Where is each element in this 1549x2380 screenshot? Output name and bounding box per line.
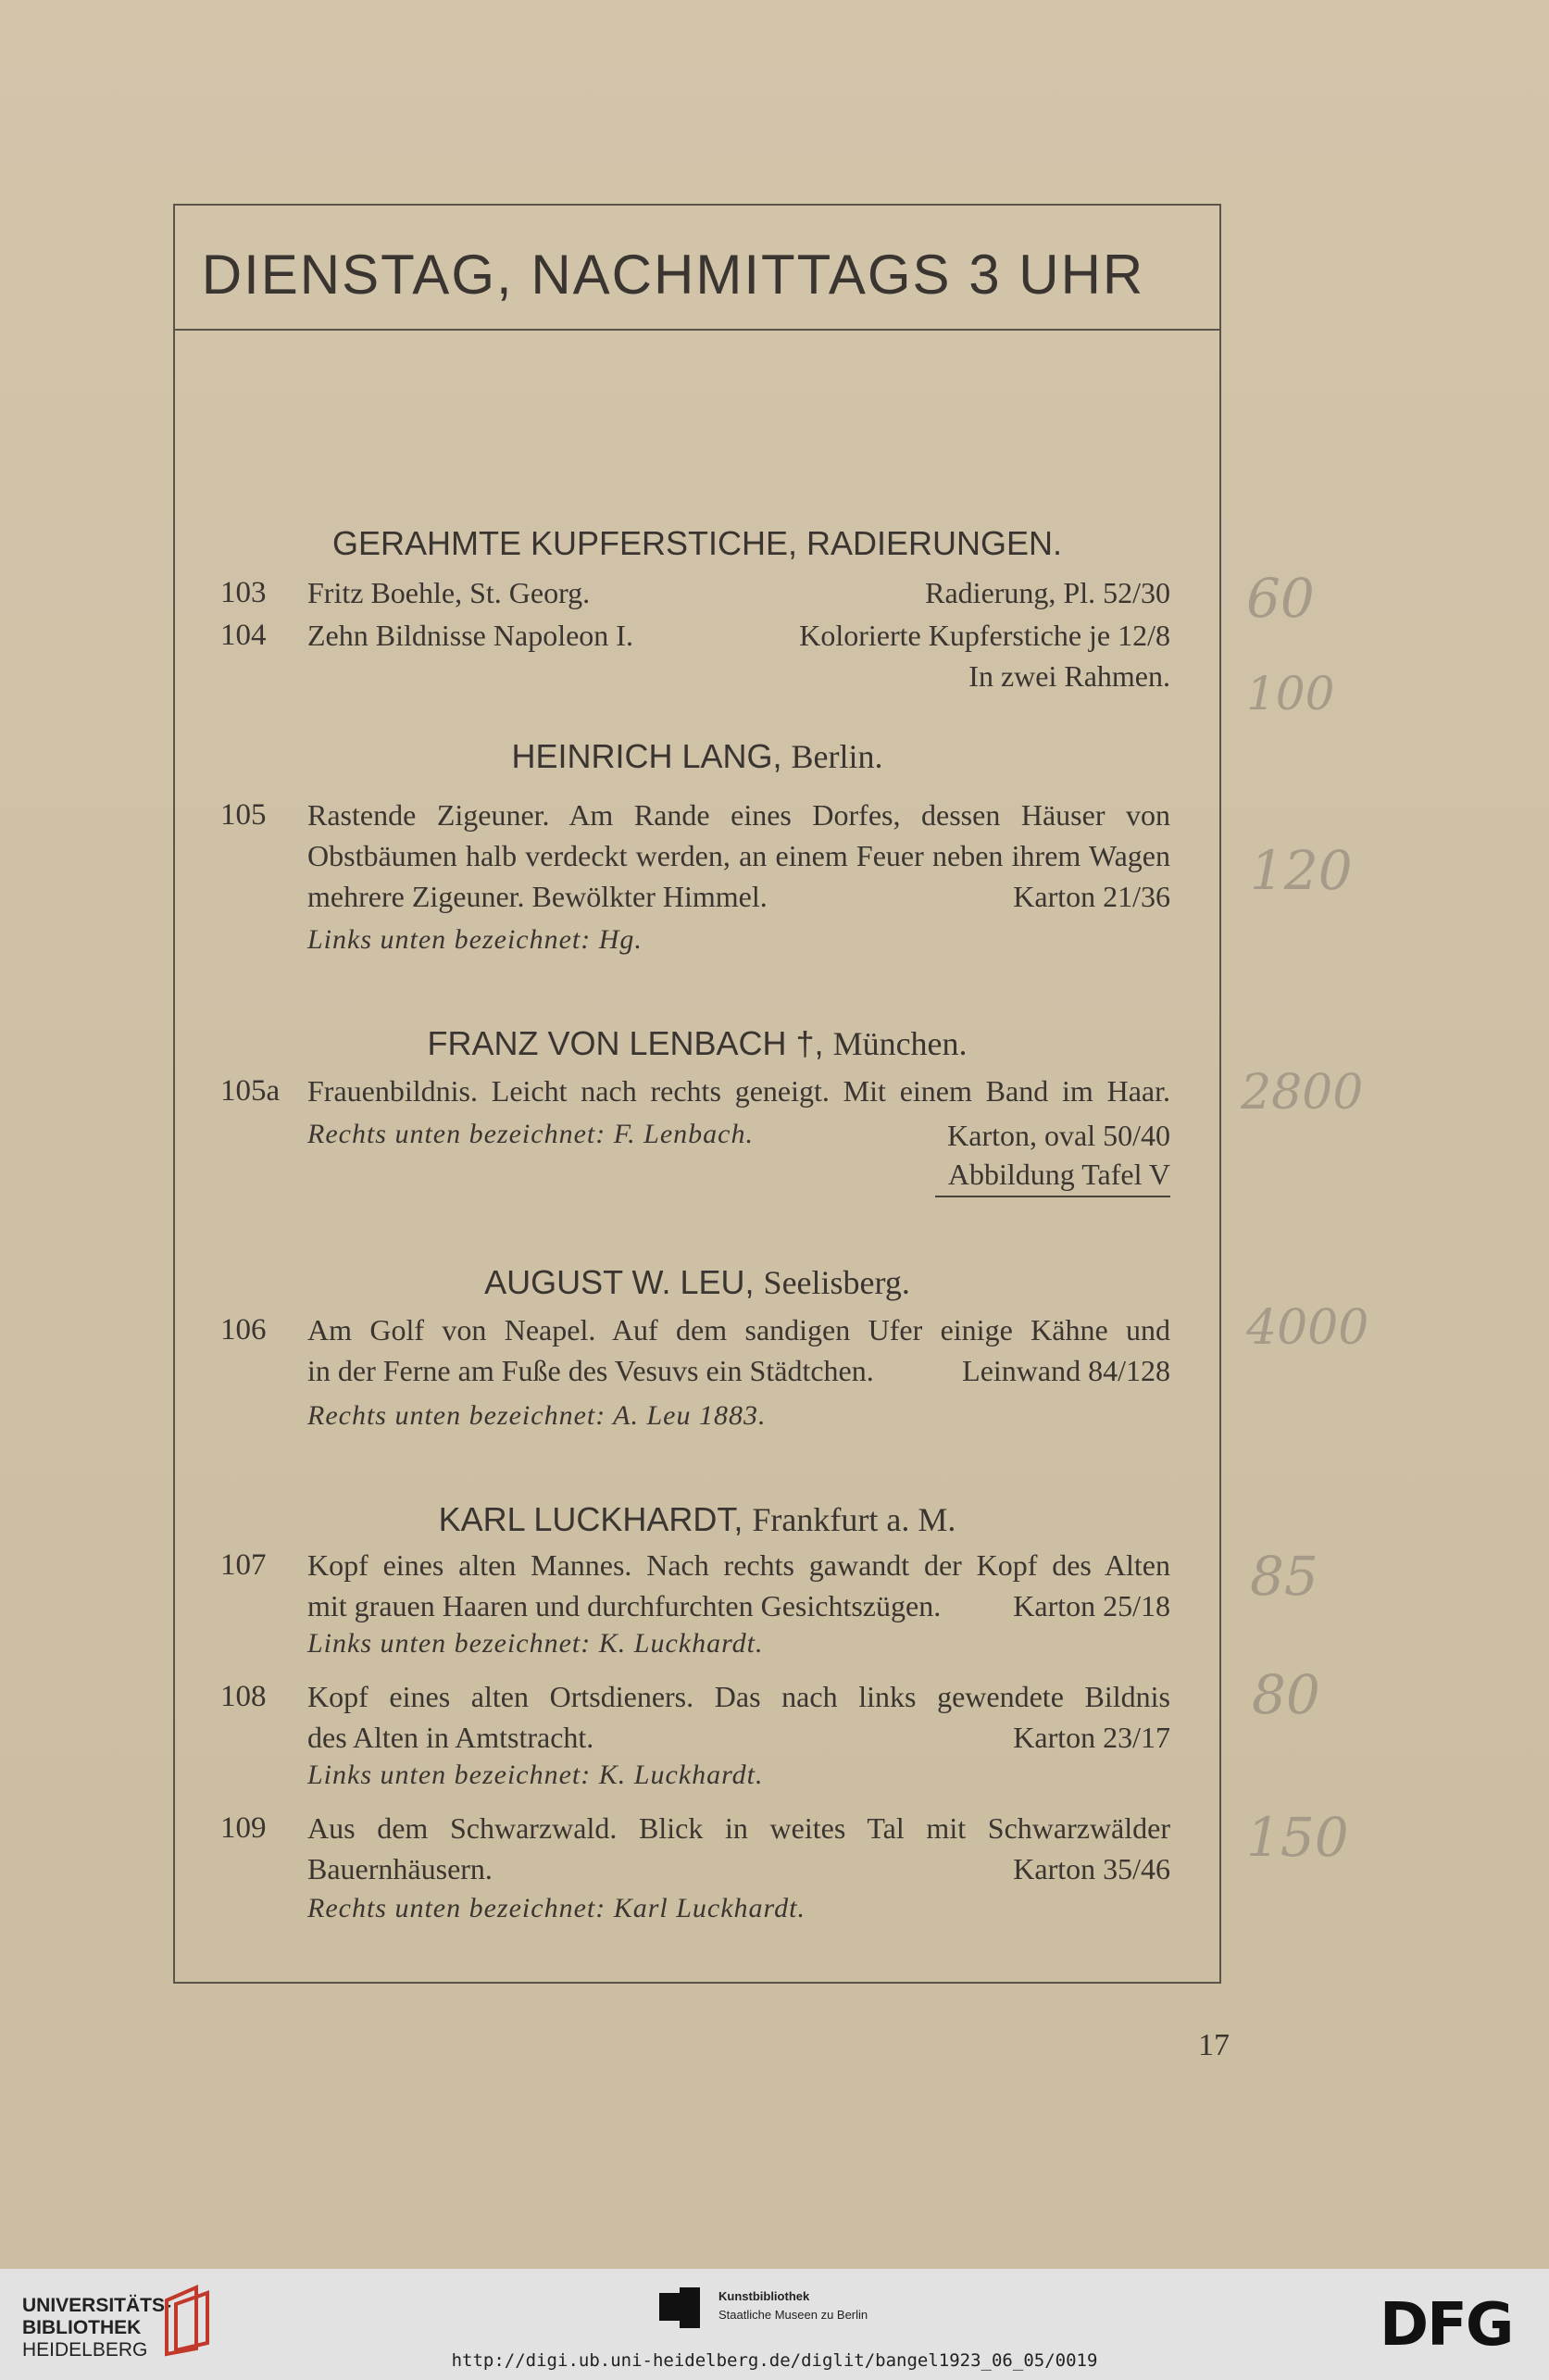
lot-medium: Radierung, Pl. 52/30 — [925, 576, 1170, 609]
lot-description: Bauernhäusern. — [307, 1852, 493, 1885]
lot-medium: Karton 23/17 — [1013, 1721, 1170, 1754]
pencil-price-note: 85 — [1250, 1545, 1318, 1608]
kb-line: Kunstbibliothek — [718, 2289, 810, 2303]
lot-medium: Kolorierte Kupferstiche je 12/8 — [799, 619, 1170, 652]
pencil-price-note: 80 — [1252, 1663, 1320, 1726]
lot-description: Obstbäumen halb verdeckt werden, an einem Feuer neben ihrem Wagen — [307, 839, 1170, 872]
page-title: DIENSTAG, NACHMITTAGS 3 UHR — [201, 244, 1145, 306]
lot-medium: Karton, oval 50/40 — [947, 1119, 1170, 1152]
artist-name: HEINRICH LANG, — [511, 737, 782, 775]
lot-number: 109 — [220, 1811, 267, 1845]
library-line: BIBLIOTHEK — [22, 2317, 142, 2338]
lot-note: In zwei Rahmen. — [968, 659, 1170, 693]
pencil-price-note: 120 — [1250, 839, 1353, 902]
plate-reference-underline — [935, 1196, 1170, 1197]
lot-signature: Rechts unten bezeichnet: Karl Luckhardt. — [307, 1893, 806, 1923]
library-line: HEIDELBERG — [22, 2339, 148, 2361]
lot-signature: Rechts unten bezeichnet: F. Lenbach. — [307, 1119, 754, 1149]
section-heading — [173, 1263, 1221, 1302]
kb-line: Staatliche Museen zu Berlin — [718, 2308, 868, 2322]
lot-medium: Karton 25/18 — [1013, 1589, 1170, 1622]
lot-medium: Leinwand 84/128 — [962, 1354, 1170, 1387]
artist-place: München. — [832, 1025, 968, 1062]
lot-description: in der Ferne am Fuße des Vesuvs ein Städtchen. — [307, 1354, 874, 1387]
lot-description: des Alten in Amtstracht. — [307, 1721, 594, 1754]
artist-name: GERAHMTE KUPFERSTICHE, RADIERUNGEN. — [331, 524, 1063, 562]
lot-description: Rastende Zigeuner. Am Rande eines Dorfes, dessen Häuser von — [307, 798, 1170, 832]
header-rule — [173, 329, 1221, 331]
artist-name: AUGUST W. LEU, — [484, 1263, 755, 1301]
lot-description: Kopf eines alten Mannes. Nach rechts gawandt der Kopf des Alten — [307, 1548, 1170, 1582]
lot-signature: Links unten bezeichnet: K. Luckhardt. — [307, 1628, 764, 1659]
pencil-price-note: 4000 — [1246, 1300, 1369, 1356]
lot-description: Aus dem Schwarzwald. Blick in weites Tal mit Schwarzwälder — [307, 1811, 1170, 1845]
lot-signature: Links unten bezeichnet: Hg. — [307, 924, 643, 955]
lot-description: mit grauen Haaren und durchfurchten Gesichtszügen. — [307, 1589, 942, 1622]
lot-description: Frauenbildnis. Leicht nach rechts geneigt. Mit einem Band im Haar. — [307, 1074, 1170, 1108]
kunstbibliothek-label — [718, 2287, 868, 2324]
pencil-price-note: 100 — [1246, 667, 1335, 720]
lot-description: Kopf eines alten Ortsdieners. Das nach links gewendete Bildnis — [307, 1680, 1170, 1713]
lot-signature: Rechts unten bezeichnet: A. Leu 1883. — [307, 1400, 767, 1431]
section-heading — [173, 524, 1221, 563]
plate-reference: Abbildung Tafel V — [947, 1158, 1170, 1191]
lot-number: 105 — [220, 798, 267, 832]
dfg-logo: DFG — [1380, 2291, 1513, 2360]
lot-description: Zehn Bildnisse Napoleon I. — [307, 619, 633, 652]
artist-place: Berlin. — [791, 738, 883, 775]
pencil-price-note: 2800 — [1241, 1065, 1364, 1121]
lot-number: 104 — [220, 619, 267, 652]
source-url-link[interactable]: http://digi.ub.uni-heidelberg.de/diglit/bangel1923_06_05/0019 — [451, 2350, 1098, 2371]
lot-description: Am Golf von Neapel. Auf dem sandigen Ufer einige Kähne und — [307, 1313, 1170, 1347]
lot-medium: Karton 35/46 — [1013, 1852, 1170, 1885]
section-heading — [173, 1024, 1221, 1063]
lot-number: 108 — [220, 1680, 267, 1713]
section-heading — [173, 737, 1221, 776]
lot-number: 105a — [220, 1074, 281, 1108]
lot-number: 103 — [220, 576, 267, 609]
artist-name: FRANZ VON LENBACH †, — [427, 1024, 824, 1062]
kunstbibliothek-logo-icon — [659, 2287, 702, 2328]
artist-name: KARL LUCKHARDT, — [438, 1500, 743, 1538]
lot-signature: Links unten bezeichnet: K. Luckhardt. — [307, 1760, 764, 1790]
section-heading — [173, 1500, 1221, 1539]
pencil-price-note: 150 — [1246, 1806, 1349, 1869]
lot-number: 107 — [220, 1548, 267, 1582]
lot-number: 106 — [220, 1313, 267, 1347]
artist-place: Seelisberg. — [763, 1264, 910, 1301]
university-library-logo-icon — [159, 2284, 215, 2358]
page-number: 17 — [1198, 2028, 1230, 2062]
lot-description: Fritz Boehle, St. Georg. — [307, 576, 591, 609]
lot-medium: Karton 21/36 — [1013, 880, 1170, 913]
lot-description: mehrere Zigeuner. Bewölkter Himmel. — [307, 880, 768, 913]
library-line: UNIVERSITÄTS- — [22, 2295, 172, 2316]
artist-place: Frankfurt a. M. — [752, 1501, 956, 1538]
pencil-price-note: 60 — [1246, 567, 1315, 630]
